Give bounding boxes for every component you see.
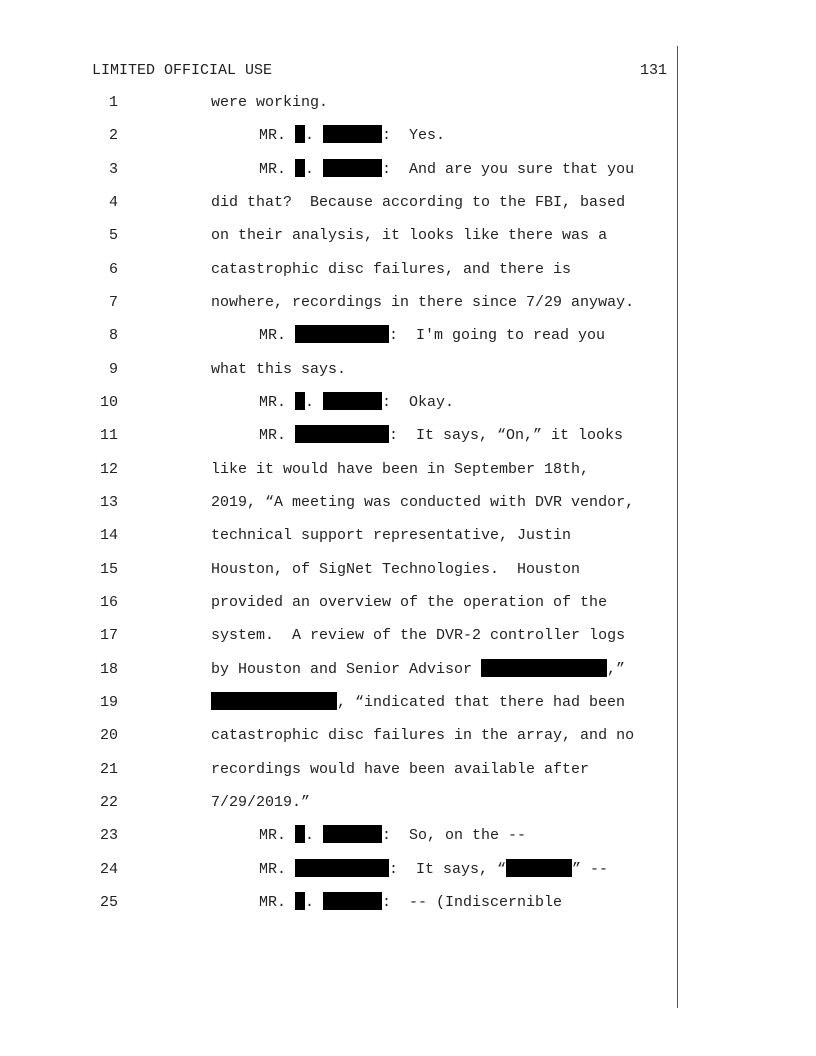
line-text bbox=[211, 291, 634, 315]
text-segment: . bbox=[305, 894, 324, 911]
line-number: 21 bbox=[99, 761, 118, 778]
text-segment: what this says. bbox=[211, 361, 347, 378]
line-text bbox=[211, 658, 625, 682]
page-header-classification: LIMITED OFFICIAL USE bbox=[92, 62, 273, 79]
line-number: 6 bbox=[108, 261, 118, 278]
line-number: 24 bbox=[99, 861, 118, 878]
line-number: 18 bbox=[99, 661, 118, 678]
line-text bbox=[211, 91, 328, 115]
text-segment: catastrophic disc failures in the array, and no bbox=[211, 727, 635, 744]
redaction-block bbox=[295, 125, 305, 143]
line-text bbox=[211, 491, 634, 515]
line-text bbox=[259, 391, 454, 415]
text-segment: . bbox=[305, 127, 324, 144]
line-text bbox=[259, 424, 623, 448]
line-text bbox=[211, 624, 625, 648]
line-number: 8 bbox=[108, 327, 118, 344]
line-text bbox=[259, 858, 608, 882]
margin-rule bbox=[677, 46, 678, 1008]
line-text bbox=[259, 124, 445, 148]
line-number: 12 bbox=[99, 461, 118, 478]
line-number: 14 bbox=[99, 527, 118, 544]
text-segment: were working. bbox=[211, 94, 329, 111]
text-segment: : Yes. bbox=[382, 127, 446, 144]
text-segment: MR. bbox=[259, 861, 296, 878]
line-text bbox=[259, 824, 526, 848]
text-segment: . bbox=[305, 827, 324, 844]
text-segment: ,” bbox=[607, 661, 626, 678]
text-segment: ” -- bbox=[572, 861, 609, 878]
page-number: 131 bbox=[640, 62, 668, 79]
redaction-block bbox=[323, 125, 382, 143]
line-number: 10 bbox=[99, 394, 118, 411]
redaction-block bbox=[295, 425, 389, 443]
redaction-block bbox=[295, 859, 389, 877]
text-segment: : -- (Indiscernible bbox=[382, 894, 563, 911]
text-segment: : It says, “On,” it looks bbox=[389, 427, 624, 444]
line-number: 23 bbox=[99, 827, 118, 844]
text-segment: : Okay. bbox=[382, 394, 455, 411]
line-number: 3 bbox=[108, 161, 118, 178]
line-text bbox=[211, 191, 625, 215]
line-text bbox=[211, 691, 625, 715]
text-segment: 2019, “A meeting was conducted with DVR vendor, bbox=[211, 494, 635, 511]
redaction-block bbox=[323, 825, 382, 843]
redaction-block bbox=[295, 825, 305, 843]
line-text bbox=[211, 524, 571, 548]
text-segment: like it would have been in September 18th, bbox=[211, 461, 590, 478]
text-segment: nowhere, recordings in there since 7/29 anyway. bbox=[211, 294, 635, 311]
text-segment: : It says, “ bbox=[389, 861, 507, 878]
line-number: 17 bbox=[99, 627, 118, 644]
line-number: 13 bbox=[99, 494, 118, 511]
text-segment: . bbox=[305, 394, 324, 411]
line-text bbox=[211, 224, 607, 248]
text-segment: MR. bbox=[259, 161, 296, 178]
line-text bbox=[211, 258, 571, 282]
line-number: 4 bbox=[108, 194, 118, 211]
redaction-block bbox=[295, 325, 389, 343]
text-segment: MR. bbox=[259, 394, 296, 411]
line-number: 16 bbox=[99, 594, 118, 611]
redaction-block bbox=[481, 659, 607, 677]
line-text bbox=[211, 758, 589, 782]
line-number: 15 bbox=[99, 561, 118, 578]
redaction-block bbox=[323, 392, 382, 410]
text-segment: MR. bbox=[259, 327, 296, 344]
text-segment: . bbox=[305, 161, 324, 178]
text-segment: technical support representative, Justin bbox=[211, 527, 572, 544]
text-segment: did that? Because according to the FBI, based bbox=[211, 194, 626, 211]
line-number: 22 bbox=[99, 794, 118, 811]
text-segment: on their analysis, it looks like there was a bbox=[211, 227, 608, 244]
line-number: 1 bbox=[108, 94, 118, 111]
line-number: 11 bbox=[99, 427, 118, 444]
text-segment: : So, on the -- bbox=[382, 827, 527, 844]
line-text bbox=[259, 324, 605, 348]
text-segment: 7/29/2019.” bbox=[211, 794, 311, 811]
text-segment: : And are you sure that you bbox=[382, 161, 635, 178]
text-segment: provided an overview of the operation of the bbox=[211, 594, 608, 611]
text-segment: recordings would have been available after bbox=[211, 761, 590, 778]
line-text bbox=[211, 724, 634, 748]
redaction-block bbox=[295, 892, 305, 910]
line-number: 9 bbox=[108, 361, 118, 378]
redaction-block bbox=[211, 692, 337, 710]
text-segment: MR. bbox=[259, 894, 296, 911]
text-segment: MR. bbox=[259, 827, 296, 844]
text-segment: MR. bbox=[259, 127, 296, 144]
line-number: 20 bbox=[99, 727, 118, 744]
line-number: 19 bbox=[99, 694, 118, 711]
text-segment: catastrophic disc failures, and there is bbox=[211, 261, 572, 278]
text-segment: by Houston and Senior Advisor bbox=[211, 661, 482, 678]
redaction-block bbox=[295, 392, 305, 410]
text-segment: Houston, of SigNet Technologies. Houston bbox=[211, 561, 581, 578]
text-segment: MR. bbox=[259, 427, 296, 444]
line-number: 2 bbox=[108, 127, 118, 144]
line-text bbox=[211, 458, 589, 482]
line-text bbox=[259, 891, 562, 915]
line-text bbox=[211, 558, 580, 582]
redaction-block bbox=[323, 892, 382, 910]
line-number: 5 bbox=[108, 227, 118, 244]
line-text bbox=[211, 591, 607, 615]
text-segment: : I'm going to read you bbox=[389, 327, 606, 344]
line-number: 7 bbox=[108, 294, 118, 311]
text-segment: system. A review of the DVR-2 controller logs bbox=[211, 627, 626, 644]
line-text bbox=[259, 158, 634, 182]
line-text bbox=[211, 791, 310, 815]
line-text bbox=[211, 358, 346, 382]
line-number: 25 bbox=[99, 894, 118, 911]
redaction-block bbox=[323, 159, 382, 177]
text-segment: , “indicated that there had been bbox=[337, 694, 626, 711]
redaction-block bbox=[506, 859, 572, 877]
redaction-block bbox=[295, 159, 305, 177]
